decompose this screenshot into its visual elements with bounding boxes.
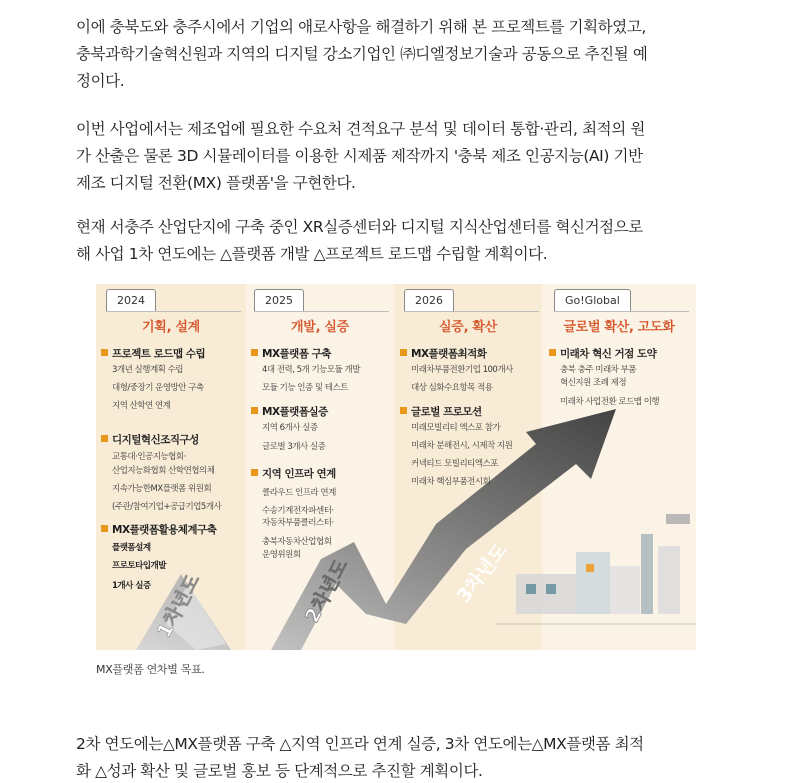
item-detail: 커넥티드 모빌리티엑스포: [411, 459, 499, 469]
item-title-text: 글로벌 프로모션: [411, 406, 482, 418]
item-detail: 교통대·인공지능협회·: [112, 452, 186, 462]
item-title-text: 프로젝트 로드맵 수립: [112, 348, 206, 360]
item-detail: 지역 6개사 실증: [262, 423, 318, 433]
year-tab-global: Go!Global: [554, 289, 631, 311]
body-paragraph-3: [76, 214, 716, 268]
arrow-labels: [96, 284, 696, 650]
text-line: 현재 서충주 산업단지에 구축 중인 XR실증센터와 디지털 지식산업센터를 혁신거점으로: [76, 218, 643, 236]
phase-title-2026: 실증, 확산: [439, 320, 497, 335]
text-line: 해 사업 1차 연도에는 △플랫폼 개발 △프로젝트 로드맵 수립할 계획이다.: [76, 245, 548, 263]
phase-title-2024: 기획, 설계: [142, 320, 200, 335]
text-line: 화 △성과 확산 및 글로벌 홍보 등 단계적으로 추진할 계획이다.: [76, 762, 483, 780]
text-line: 이번 사업에서는 제조업에 필요한 수요처 견적요구 분석 및 데이터 통합·관리, 최적의 원: [76, 120, 645, 138]
phase-title-2025: 개발, 실증: [291, 320, 349, 335]
item-detail: 모듈 기능 인증 및 테스트: [262, 383, 348, 393]
arrow-label-year1: 1차년도: [152, 570, 205, 642]
item-detail: 프로토타입개발: [112, 561, 166, 571]
text-line: 가 산출은 물론 3D 시뮬레이터를 이용한 시제품 제작까지 '충북 제조 인공지능(AI) 기반: [76, 147, 643, 165]
year-tab-2025: 2025: [254, 289, 304, 311]
item-detail: 미래차 핵심부품전시회: [411, 477, 491, 487]
item-detail: 1개사 실증: [112, 581, 151, 591]
item-detail: 4대 전력, 5개 기능모듈 개발: [262, 365, 360, 375]
item-detail: 수송기계전자파센터·: [262, 506, 334, 516]
item-detail: 미래차부품전환기업 100개사: [411, 365, 513, 375]
item-detail: 대형/중장기 운영방안 구축: [112, 383, 204, 393]
item-detail: 미래차 사업전환 로드맵 이행: [560, 397, 660, 407]
item-title-text: 지역 인프라 연계: [262, 468, 336, 480]
item-title-text: MX플랫폼활용체계구축: [112, 524, 217, 536]
body-paragraph-4: [76, 731, 716, 783]
item-detail: 대상 심화수요항목 적용: [411, 383, 493, 393]
year-tab-2024: 2024: [106, 289, 156, 311]
item-detail: 충북 충주 미래차 부품: [560, 365, 637, 375]
item-detail: 혁신지원 조례 제정: [560, 378, 627, 388]
body-paragraph-1: [76, 14, 716, 95]
text-line: 정이다.: [76, 72, 125, 90]
arrow-label-year3: 3차년도: [452, 539, 512, 608]
item-title-text: MX플랫폼최적화: [411, 348, 487, 360]
item-detail: 자동차부품클러스터·: [262, 518, 334, 528]
item-title-text: MX플랫폼실증: [262, 406, 328, 418]
body-paragraph-2: [76, 116, 716, 197]
item-detail: 플랫폼설계: [112, 543, 151, 553]
item-detail: 지속가능한MX플랫폼 위원회: [112, 484, 212, 494]
item-title-text: MX플랫폼 구축: [262, 348, 331, 360]
item-detail: 지역 산학연 연계: [112, 401, 171, 411]
item-detail: 클라우드 인프라 연계: [262, 488, 336, 498]
item-detail: 산업지능화협회 산학연협의체: [112, 466, 215, 476]
item-title-text: 디지털혁신조직구성: [112, 434, 199, 446]
text-line: 이에 충북도와 충주시에서 기업의 애로사항을 해결하기 위해 본 프로젝트를 기획하였고,: [76, 18, 646, 36]
item-detail: 미래차 분해전시, 시제작 지원: [411, 441, 513, 451]
roadmap-infographic: [96, 284, 696, 650]
item-detail: (주관/참여기업+공급기업5개사: [112, 502, 222, 512]
item-detail: 충북자동차산업협회: [262, 537, 332, 547]
item-detail: 3개년 실행계획 수립: [112, 365, 184, 375]
text-line: 2차 연도에는△MX플랫폼 구축 △지역 인프라 연계 실증, 3차 연도에는△MX플랫폼 최적: [76, 735, 644, 753]
item-detail: 미래모빌리티 엑스포 참가: [411, 423, 501, 433]
phase-title-global: 글로벌 확산, 고도화: [563, 320, 675, 335]
item-detail: 운영위원회: [262, 550, 301, 560]
text-line: 충북과학기술혁신원과 지역의 디지털 강소기업인 ㈜디엘정보기술과 공동으로 추진될 예: [76, 45, 648, 63]
year-tab-2026: 2026: [404, 289, 454, 311]
arrow-label-year2: 2차년도: [300, 555, 353, 627]
text-line: 제조 디지털 전환(MX) 플랫폼'을 구현한다.: [76, 174, 356, 192]
figure-caption: MX플랫폼 연차별 목표.: [96, 663, 205, 676]
item-title-text: 미래차 혁신 거점 도약: [560, 348, 657, 360]
item-detail: 글로벌 3개사 실증: [262, 442, 326, 452]
